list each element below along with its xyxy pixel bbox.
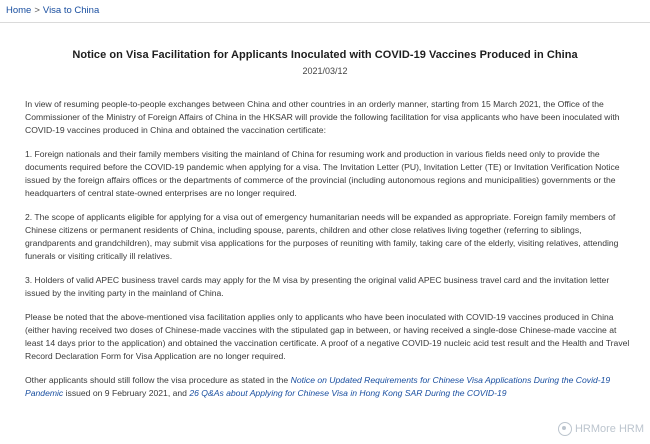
item-2-paragraph: 2. The scope of applicants eligible for applying for a visa out of emergency humanitarian needs will be expanded as appropriate. Foreign family members of Chinese citizens or permanent residents of China, including spouse, parents, children and other close relatives living together (referring to siblings, grandparents and grandchildren), may submit visa applications for the purposes of reuniting with family, taking care of the elderly, visiting relatives, attending funerals or visiting critically ill relatives. xyxy=(25,212,619,261)
updated-requirements-link[interactable]: Notice on Updated Requirements for Chinese Visa Applications During the Covid-19 Pandemic xyxy=(25,375,611,398)
intro-paragraph: In view of resuming people-to-people exchanges between China and other countries in an orderly manner, starting from 15 March 2021, the Office of the Commissioner of the Ministry of Foreign Affairs of China in the HKSAR will provide the following facilitation for visa applicants who have been inoculated with COVID-19 vaccines produced in China and obtained the vaccination certificate: xyxy=(25,99,620,135)
breadcrumb-separator: > xyxy=(34,5,40,16)
article-body xyxy=(25,98,631,411)
publish-date: 2021/03/12 xyxy=(302,66,348,76)
watermark-text: HRMore HRM xyxy=(574,423,644,435)
breadcrumb-visa-link[interactable]: Visa to China xyxy=(42,5,100,16)
watermark-logo-icon xyxy=(558,422,572,436)
header-divider xyxy=(0,22,650,23)
qa-link[interactable]: 26 Q&As about Applying for Chinese Visa in Hong Kong SAR During the COVID-19 xyxy=(189,388,507,398)
breadcrumb xyxy=(6,5,99,16)
other-mid-text: issued on 9 February 2021, and xyxy=(63,388,190,398)
item-3-paragraph: 3. Holders of valid APEC business travel cards may apply for the M visa by presenting the original valid APEC business travel card and the invitation letter issued by the inviting party in the mainland of China. xyxy=(25,275,610,298)
page-title: Notice on Visa Facilitation for Applicants Inoculated with COVID-19 Vaccines Produced in China xyxy=(72,49,578,61)
watermark xyxy=(558,422,644,436)
other-prefix-text: Other applicants should still follow the visa procedure as stated in the xyxy=(25,375,291,385)
breadcrumb-home-link[interactable]: Home xyxy=(6,5,32,16)
note-paragraph: Please be noted that the above-mentioned visa facilitation applies only to applicants who have been inoculated with COVID-19 vaccines produced in China (either having received two doses of Chinese-made vaccines with the stipulated gap in between, or having received a single-dose Chinese-made vaccine at least 14 days prior to the application) and obtained the vaccination certificate. A proof of a negative COVID-19 nucleic acid test result and the Health and Travel Record Declaration Form for Visa Application are no longer required. xyxy=(25,312,630,361)
item-1-paragraph: 1. Foreign nationals and their family members visiting the mainland of China for resuming work and production in various fields need only to provide the documents required before the COVID-19 pandemic when applying for a visa. The Invitation Letter (PU), Invitation Letter (TE) or Invitation Verification Notice issued by the foreign affairs offices or the departments of commerce of the provincial (including autonomous regions and municipalities) governments or the headquarters of central state-owned enterprises are no longer required. xyxy=(25,149,620,198)
other-applicants-paragraph xyxy=(25,374,631,400)
